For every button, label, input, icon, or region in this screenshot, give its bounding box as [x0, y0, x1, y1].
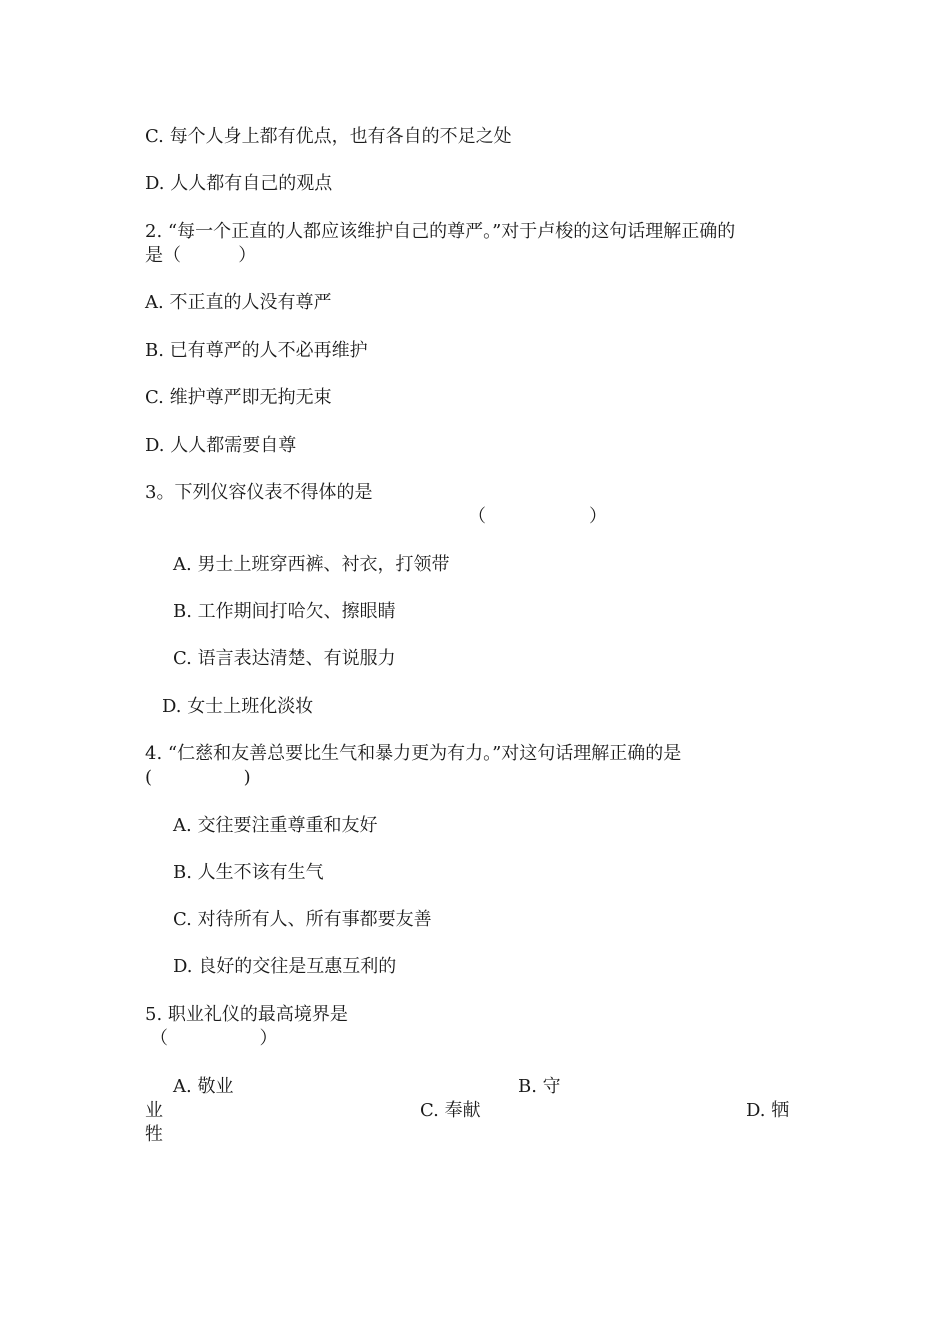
q3-option-c: C. 语言表达清楚、有说服力	[173, 648, 396, 669]
q4-option-d: D. 良好的交往是互惠互利的	[173, 956, 397, 977]
q4-answer-blank: ( )	[145, 767, 251, 788]
q2-option-d: D. 人人都需要自尊	[145, 435, 297, 456]
q4-option-b: B. 人生不该有生气	[173, 862, 324, 883]
q3-option-b: B. 工作期间打哈欠、擦眼睛	[173, 601, 396, 622]
q4-option-c: C. 对待所有人、所有事都要友善	[173, 909, 432, 930]
q5-stem: 5. 职业礼仪的最高境界是	[145, 1004, 348, 1025]
q5-option-c: C. 奉献	[420, 1100, 481, 1121]
q2-option-b: B. 已有尊严的人不必再维护	[145, 340, 368, 361]
q5-answer-blank: （ ）	[150, 1028, 278, 1049]
q5-option-b-continuation: 业	[145, 1100, 163, 1121]
q3-option-a: A. 男士上班穿西裤、衬衣，打领带	[173, 554, 450, 575]
q2-stem: 2. “每一个正直的人都应该维护自己的尊严。”对于卢梭的这句话理解正确的	[145, 221, 736, 242]
q4-option-a: A. 交往要注重尊重和友好	[173, 815, 378, 836]
q2-option-a: A. 不正直的人没有尊严	[145, 292, 332, 313]
q5-option-d-continuation: 牲	[145, 1124, 163, 1145]
q3-stem: 3。下列仪容仪表不得体的是	[145, 482, 373, 503]
q2-stem-continuation: 是（ ）	[145, 245, 257, 266]
q3-answer-blank: （ ）	[468, 506, 607, 527]
q5-option-b: B. 守	[518, 1076, 561, 1097]
q5-option-a: A. 敬业	[173, 1076, 234, 1097]
q1-option-d: D. 人人都有自己的观点	[145, 173, 333, 194]
q2-option-c: C. 维护尊严即无拘无束	[145, 387, 332, 408]
q5-option-d: D. 牺	[746, 1100, 790, 1121]
q3-option-d: D. 女士上班化淡妆	[162, 696, 314, 717]
q1-option-c: C. 每个人身上都有优点，也有各自的不足之处	[145, 126, 512, 147]
q4-stem: 4. “仁慈和友善总要比生气和暴力更为有力。”对这句话理解正确的是	[145, 743, 682, 764]
